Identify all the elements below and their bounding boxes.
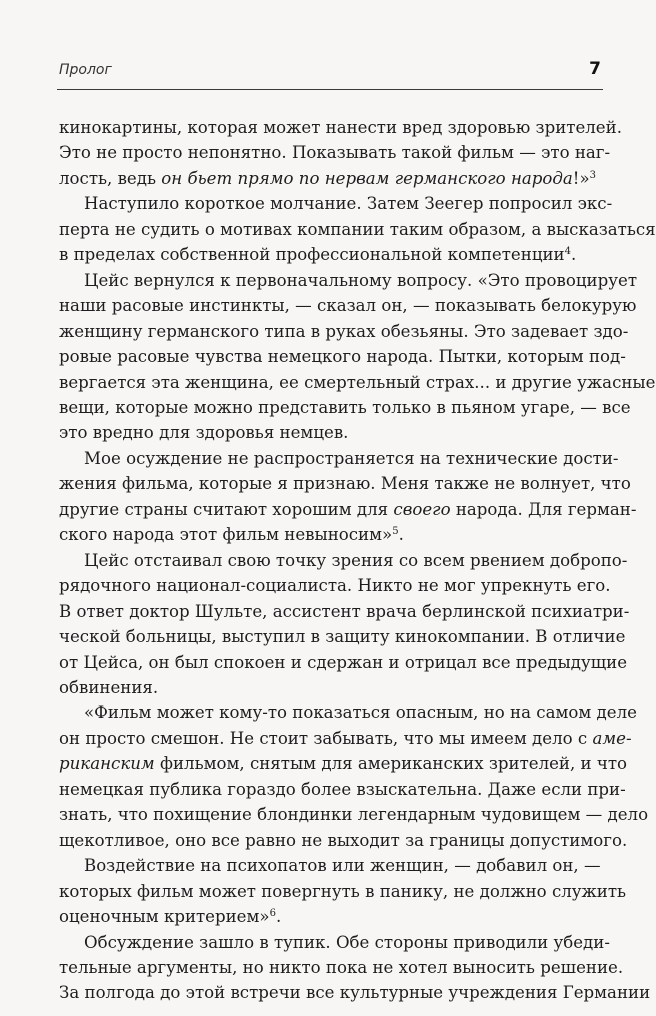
text-line — [59, 828, 628, 853]
text-line — [59, 548, 628, 573]
paragraph — [59, 548, 630, 701]
body-text — [59, 115, 656, 1006]
text-run: . — [398, 525, 404, 545]
text-line — [59, 599, 630, 624]
paragraph — [59, 446, 637, 548]
paragraph — [59, 853, 627, 929]
text-run: Обсуждение зашло в тупик. Обе стороны приводили убеди- — [84, 932, 610, 952]
text-line — [59, 344, 626, 369]
text-line — [59, 624, 626, 649]
header-rule — [57, 89, 603, 90]
text-line — [59, 446, 619, 471]
text-run: щекотливое, оно все равно не выходит за границы допустимого. — [59, 830, 628, 850]
text-run: женщину германского типа в руках обезьяны. Это задевает здо- — [59, 321, 629, 341]
text-line — [59, 140, 611, 165]
text-line — [59, 420, 597, 445]
text-run: рядочного национал-социалиста. Никто не мог упрекнуть его. — [59, 576, 611, 596]
text-line — [59, 802, 649, 827]
text-run: это вредно для здоровья немцев. — [59, 423, 349, 443]
text-run: которых фильм может повергнуть в панику, не должно служить — [59, 881, 627, 901]
text-run: лость, ведь — [59, 168, 162, 188]
text-line — [59, 471, 631, 496]
text-line — [59, 777, 626, 802]
text-line — [59, 191, 613, 216]
text-line — [59, 700, 637, 725]
text-line — [59, 853, 601, 878]
text-run: немецкая публика гораздо более взыскательна. Даже если при- — [59, 779, 626, 799]
text-run: !» — [572, 168, 590, 188]
text-line — [59, 115, 622, 140]
paragraph — [59, 700, 649, 853]
text-run: Это не просто непонятно. Показывать такой фильм — это наг- — [59, 143, 611, 163]
text-line — [59, 370, 656, 395]
text-line — [59, 242, 597, 267]
text-line — [59, 879, 627, 904]
text-line — [59, 166, 597, 191]
page-number: 7 — [589, 59, 601, 79]
text-run: ского народа этот фильм невыносим» — [59, 525, 393, 545]
text-line — [59, 955, 624, 980]
text-run: народа. Для герман- — [450, 499, 637, 519]
footnote-ref: 4 — [564, 246, 571, 258]
text-line — [59, 395, 631, 420]
text-line — [59, 319, 629, 344]
text-line — [59, 573, 611, 598]
text-run: знать, что похищение блондинки легендарным чудовищем — дело — [59, 805, 649, 825]
text-run: он просто смешон. Не стоит забывать, что мы имеем дело с — [59, 728, 593, 748]
text-run: Наступило короткое молчание. Затем Зеегер попросил экс- — [84, 194, 613, 214]
text-run: Воздействие на психопатов или женщин, — добавил он, — — [84, 856, 601, 876]
text-run: кинокартины, которая может нанести вред здоровью зрителей. — [59, 118, 622, 137]
paragraph — [59, 191, 656, 267]
text-run: другие страны считают хорошим для — [59, 499, 394, 519]
text-run: жения фильма, которые я признаю. Меня также не волнует, что — [59, 474, 631, 494]
text-run: фильмом, снятым для американских зрителей, и что — [154, 754, 628, 774]
text-line — [59, 497, 637, 522]
text-run: наши расовые инстинкты, — сказал он, — показывать белокурую — [59, 296, 637, 316]
footnote-ref: 3 — [589, 169, 596, 181]
text-line — [59, 751, 628, 776]
emphasis: он бьет прямо по нервам германского народа — [161, 168, 573, 188]
text-line — [59, 726, 632, 751]
text-run: вергается эта женщина, ее смертельный страх... и другие ужасные — [59, 372, 656, 392]
text-run: За полгода до этой встречи все культурные учреждения Германии — [59, 983, 651, 1003]
text-line — [59, 675, 597, 700]
paragraph — [59, 268, 656, 446]
text-run: В ответ доктор Шульте, ассистент врача берлинской психиатри- — [59, 601, 630, 621]
text-line — [59, 980, 651, 1005]
text-run: перта не судить о мотивах компании таким образом, а высказаться — [59, 219, 656, 239]
text-run: вещи, которые можно представить только в пьяном угаре, — все — [59, 397, 631, 417]
text-line — [59, 217, 656, 242]
text-line — [59, 930, 610, 955]
text-run: от Цейса, он был спокоен и сдержан и отрицал все предыдущие — [59, 652, 628, 672]
text-run: . — [570, 245, 577, 265]
text-line — [59, 904, 597, 929]
footnote-ref: 5 — [392, 526, 399, 538]
text-run: Мое осуждение не распространяется на технические дости- — [84, 448, 619, 468]
text-line — [59, 268, 637, 293]
text-run: оценочным критерием» — [59, 907, 270, 927]
footnote-ref: 6 — [269, 908, 276, 920]
text-run: обвинения. — [59, 677, 159, 697]
text-run: тельные аргументы, но никто пока не хотел выносить решение. — [59, 957, 624, 977]
paragraph — [59, 115, 622, 191]
emphasis: своего — [393, 499, 451, 519]
emphasis: аме- — [592, 728, 632, 748]
text-run: «Фильм может кому-то показаться опасным, но на самом деле — [84, 703, 637, 723]
text-run: в пределах собственной профессиональной компетенции — [59, 245, 565, 265]
text-run: Цейс вернулся к первоначальному вопросу. «Это провоцирует — [84, 270, 637, 290]
text-line — [59, 293, 637, 318]
section-title: Пролог — [59, 62, 112, 78]
text-run: ровые расовые чувства немецкого народа. Пытки, которым под- — [59, 347, 626, 367]
text-run: Цейс отстаивал свою точку зрения со всем рвением добропо- — [84, 550, 628, 570]
text-run: ческой больницы, выступил в защиту кинокомпании. В отличие — [59, 627, 626, 647]
text-run: . — [275, 907, 282, 927]
text-line — [59, 650, 628, 675]
emphasis: риканским — [59, 754, 155, 774]
paragraph — [59, 930, 651, 1006]
text-line — [59, 522, 597, 547]
